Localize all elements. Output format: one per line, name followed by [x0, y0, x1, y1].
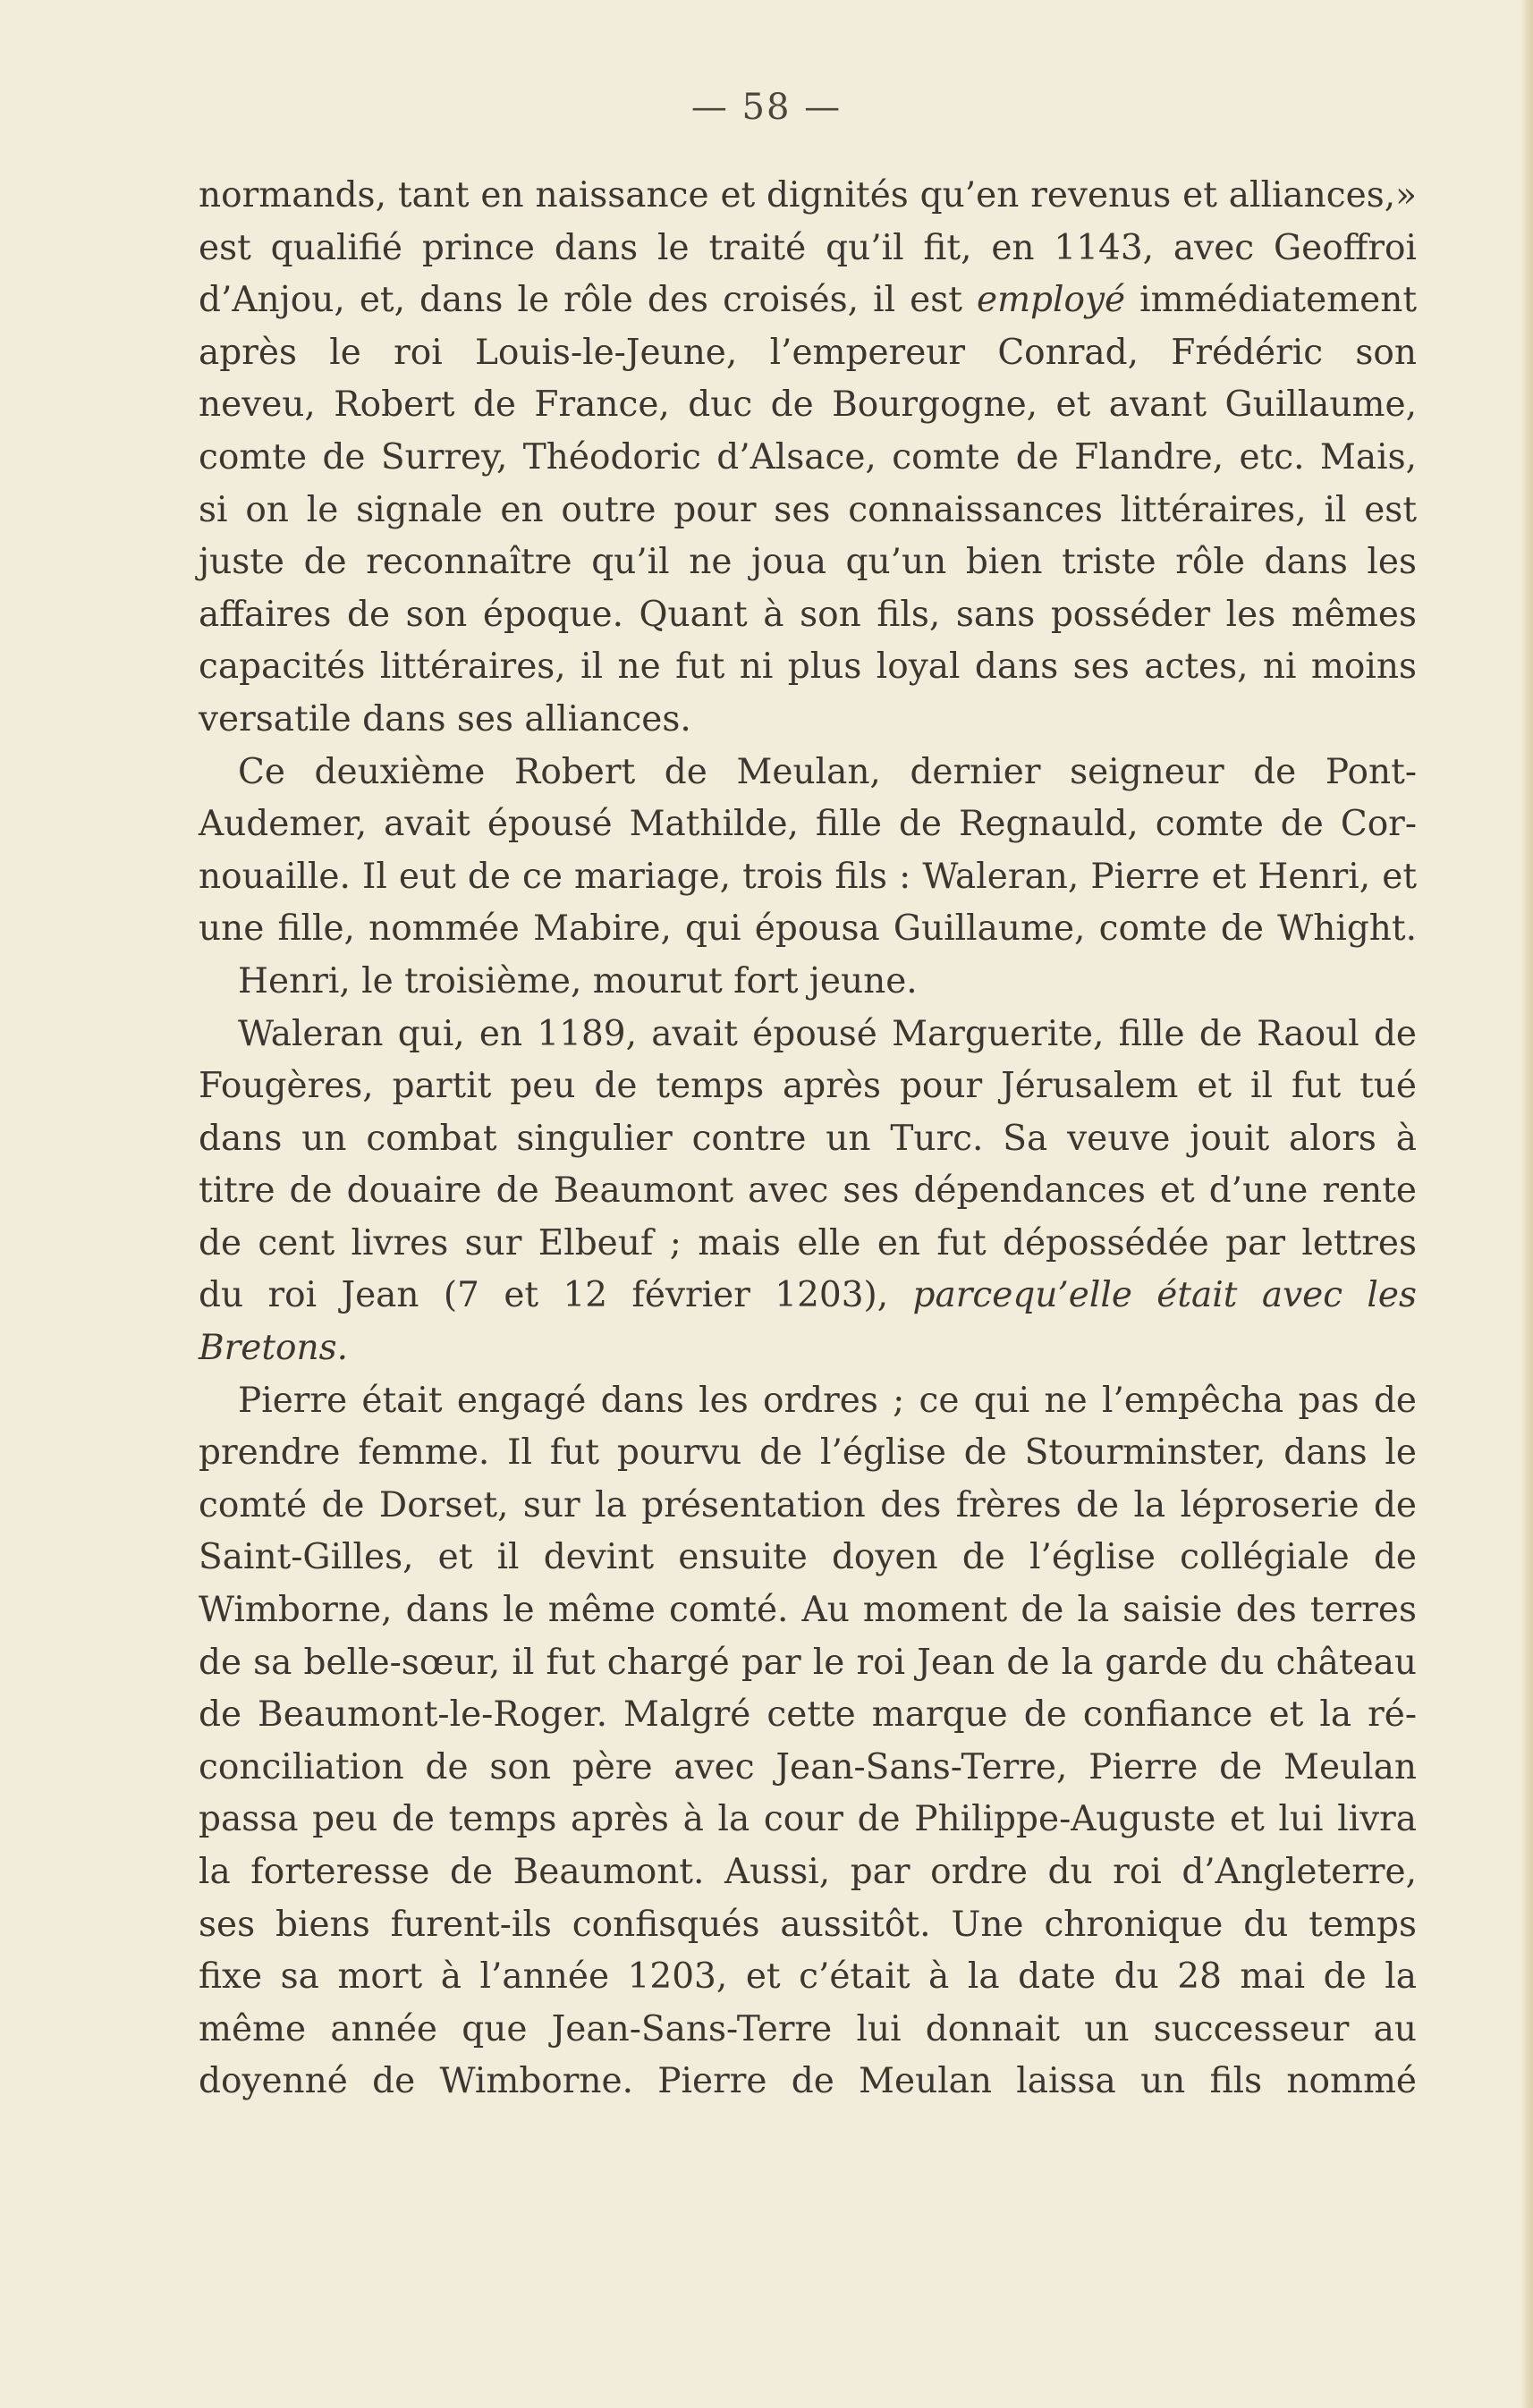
text-line: juste de reconnaître qu’il ne joua qu’un bien triste rôle dans les	[199, 542, 1417, 583]
text-line: titre de douaire de Beaumont avec ses dépendances et d’une rente	[199, 1170, 1417, 1212]
text-line: dans un combat singulier contre un Turc. Sa veuve jouit alors à	[199, 1118, 1417, 1159]
text-line: Wimborne, dans le même comté. Au moment de la saisie des terres	[199, 1590, 1417, 1631]
text-line: comté de Dorset, sur la présentation des frères de la léproserie de	[199, 1484, 1417, 1525]
text-line: Audemer, avait épousé Mathilde, fille de Regnauld, comte de Cor-	[199, 804, 1417, 845]
text-line: est qualifié prince dans le traité qu’il fit, en 1143, avec Geoffroi	[199, 227, 1417, 268]
text-body	[199, 170, 1417, 2108]
text-line: prendre femme. Il fut pourvu de l’église de Stourminster, dans le	[199, 1432, 1417, 1474]
italic-emphasis: employé	[977, 280, 1126, 321]
text-line: nouaille. Il eut de ce mariage, trois fils : Waleran, Pierre et Henri, et	[199, 856, 1417, 897]
text-line: Waleran qui, en 1189, avait épousé Marguerite, fille de Raoul de	[238, 1013, 1417, 1054]
text-line: même année que Jean-Sans-Terre lui donnait un successeur au	[199, 2008, 1417, 2049]
text-line: normands, tant en naissance et dignités qu’en revenus et alliances,»	[199, 175, 1417, 215]
text-line: après le roi Louis-le-Jeune, l’empereur Conrad, Frédéric son	[199, 332, 1417, 373]
text-line: de cent livres sur Elbeuf ; mais elle en fut dépossédée par lettres	[199, 1222, 1417, 1263]
text-line: affaires de son époque. Quant à son fils, sans posséder les mêmes	[199, 594, 1417, 635]
text-line: Pierre était engagé dans les ordres ; ce qui ne l’empêcha pas de	[238, 1380, 1417, 1421]
text-line: de sa belle-sœur, il fut chargé par le roi Jean de la garde du château	[199, 1642, 1417, 1683]
text-line: capacités littéraires, il ne fut ni plus loyal dans ses actes, ni moins	[199, 646, 1417, 688]
italic-emphasis: parcequ’elle était avec les Bretons.	[199, 1275, 1417, 1369]
page-number: — 58 —	[690, 87, 843, 128]
text-line: du roi Jean (7 et 12 février 1203), parcequ’elle était avec les Bretons.	[199, 1275, 1417, 1369]
text-line: la forteresse de Beaumont. Aussi, par ordre du roi d’Angleterre,	[199, 1852, 1417, 1892]
text-line: de Beaumont-le-Roger. Malgré cette marque de confiance et la ré-	[199, 1694, 1417, 1736]
text-line: Saint-Gilles, et il devint ensuite doyen de l’église collégiale de	[199, 1537, 1417, 1578]
text-line: une fille, nommée Mabire, qui épousa Guillaume, comte de Whight.	[199, 908, 1417, 950]
text-line: conciliation de son père avec Jean-Sans-Terre, Pierre de Meulan	[199, 1746, 1417, 1787]
text-line: neveu, Robert de France, duc de Bourgogne, et avant Guillaume,	[199, 384, 1417, 426]
page-edge-shadow	[1520, 0, 1533, 2408]
text-line: passa peu de temps après à la cour de Philippe-Auguste et lui livra	[199, 1799, 1417, 1840]
text-line: comte de Surrey, Théodoric d’Alsace, comte de Flandre, etc. Mais,	[199, 436, 1417, 477]
text-line: Ce deuxième Robert de Meulan, dernier seigneur de Pont-	[238, 751, 1417, 792]
text-line: d’Anjou, et, dans le rôle des croisés, il est employé immédiatement	[199, 280, 1417, 321]
text-line: Fougères, partit peu de temps après pour Jérusalem et il fut tué	[199, 1066, 1417, 1107]
text-line: si on le signale en outre pour ses connaissances littéraires, il est	[199, 489, 1417, 530]
text-line: ses biens furent-ils confisqués aussitôt. Une chronique du temps	[199, 1904, 1417, 1945]
text-line: Henri, le troisième, mourut fort jeune.	[238, 960, 918, 1001]
text-line: versatile dans ses alliances.	[199, 698, 691, 739]
text-line: doyenné de Wimborne. Pierre de Meulan laissa un fils nommé	[199, 2061, 1417, 2102]
text-line: fixe sa mort à l’année 1203, et c’était à la date du 28 mai de la	[199, 1956, 1417, 1998]
